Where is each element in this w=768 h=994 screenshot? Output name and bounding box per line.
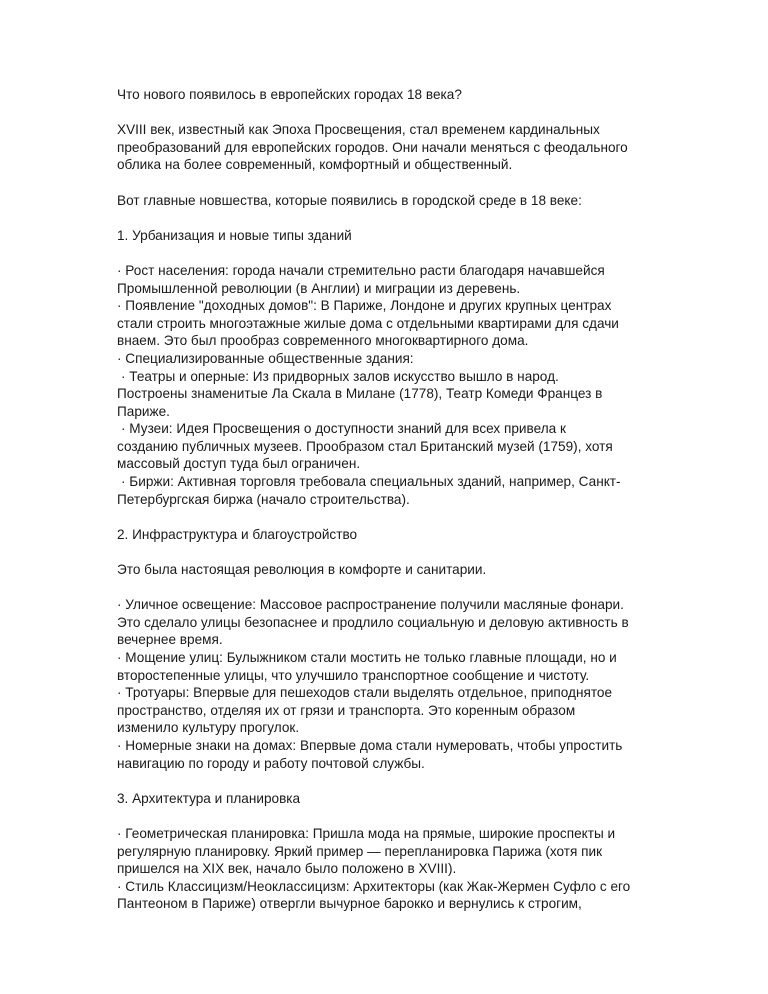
section-2-line: · Номерные знаки на домах: Впервые дома стали нумеровать, чтобы упростить (117, 737, 623, 753)
spacer (117, 807, 662, 825)
spacer (117, 543, 662, 561)
spacer (117, 579, 662, 597)
document-body (117, 86, 662, 913)
section-3-line: · Геометрическая планировка: Пришла мода на прямые, широкие проспекты и (117, 825, 616, 841)
section-2-heading: 2. Инфраструктура и благоустройство (117, 526, 358, 542)
intro-line: преобразований для европейских городов. Они начали меняться с феодального (117, 139, 628, 155)
question-line: Что нового появилось в европейских городах 18 века? (117, 87, 462, 102)
spacer (117, 104, 662, 122)
section-2-intro: Это была настоящая революция в комфорте и санитарии. (117, 562, 487, 578)
lead-line: Вот главные новшества, которые появились в городской среде в 18 веке: (117, 192, 582, 208)
section-3-line: Пантеоном в Париже) отвергли вычурное барокко и вернулись к строгим, (117, 896, 582, 912)
section-1-subitem: · Музеи: Идея Просвещения о доступности знаний для всех привела к (121, 421, 566, 437)
section-2-line: второстепенные улицы, что улучшило транспортное сообщение и чистоту. (117, 667, 590, 683)
spacer (117, 508, 662, 526)
section-2-line: вечернее время. (117, 632, 223, 648)
section-3-heading: 3. Архитектура и планировка (117, 790, 301, 806)
section-1-line: Построены знаменитые Ла Скала в Милане (1778), Театр Комеди Францез в (117, 386, 603, 402)
section-1-line: массовый доступ туда был ограничен. (117, 456, 361, 472)
section-1-line: стали строить многоэтажные жилые дома с отдельными квартирами для сдачи (117, 315, 619, 331)
section-2-line: Это сделало улицы безопаснее и продлило социальную и деловую активность в (117, 614, 629, 630)
section-2-line: · Мощение улиц: Булыжником стали мостить не только главные площади, но и (117, 650, 617, 665)
section-1-line: Промышленной революции (в Англии) и миграции из деревень. (117, 280, 521, 296)
section-3-line: пришелся на XIX век, начало было положено в XVIII). (117, 861, 457, 877)
spacer (117, 174, 662, 192)
section-2-line: навигацию по городу и работу почтовой службы. (117, 755, 425, 771)
section-1-line: · Рост населения: города начали стремительно расти благодаря начавшейся (117, 262, 605, 278)
section-2-line: · Тротуары: Впервые для пешеходов стали выделять отдельное, приподнятое (117, 685, 613, 701)
section-1-line: · Появление "доходных домов": В Париже, Лондоне и других крупных центрах (117, 298, 612, 314)
section-1-heading: 1. Урбанизация и новые типы зданий (117, 227, 352, 243)
section-1-line: Петербургская биржа (начало строительства). (117, 491, 410, 507)
section-2-line: изменило культуру прогулок. (117, 720, 300, 736)
section-2-line: · Уличное освещение: Массовое распространение получили масляные фонари. (117, 597, 624, 613)
section-1-line: Париже. (117, 403, 170, 419)
spacer (117, 244, 662, 262)
intro-line: XVIII век, известный как Эпоха Просвещения, стал временем кардинальных (117, 122, 600, 138)
spacer (117, 209, 662, 227)
section-1-line: созданию публичных музеев. Прообразом стал Британский музей (1759), хотя (117, 438, 613, 454)
section-3-line: регулярную планировку. Яркий пример — перепланировка Парижа (хотя пик (117, 843, 603, 859)
section-1-subitem: · Театры и оперные: Из придворных залов искусство вышло в народ. (121, 368, 559, 384)
spacer (117, 772, 662, 790)
section-2-line: пространство, отделяя их от грязи и транспорта. Это коренным образом (117, 702, 576, 718)
intro-line: облика на более современный, комфортный и общественный. (117, 157, 513, 173)
section-1-line: · Специализированные общественные здания: (117, 350, 414, 366)
section-1-subitem: · Биржи: Активная торговля требовала специальных зданий, например, Санкт- (121, 474, 621, 490)
section-3-line: · Стиль Классицизм/Неоклассицизм: Архитекторы (как Жак-Жермен Суфло с его (117, 878, 631, 894)
section-1-line: внаем. Это был прообраз современного многоквартирного дома. (117, 333, 529, 349)
